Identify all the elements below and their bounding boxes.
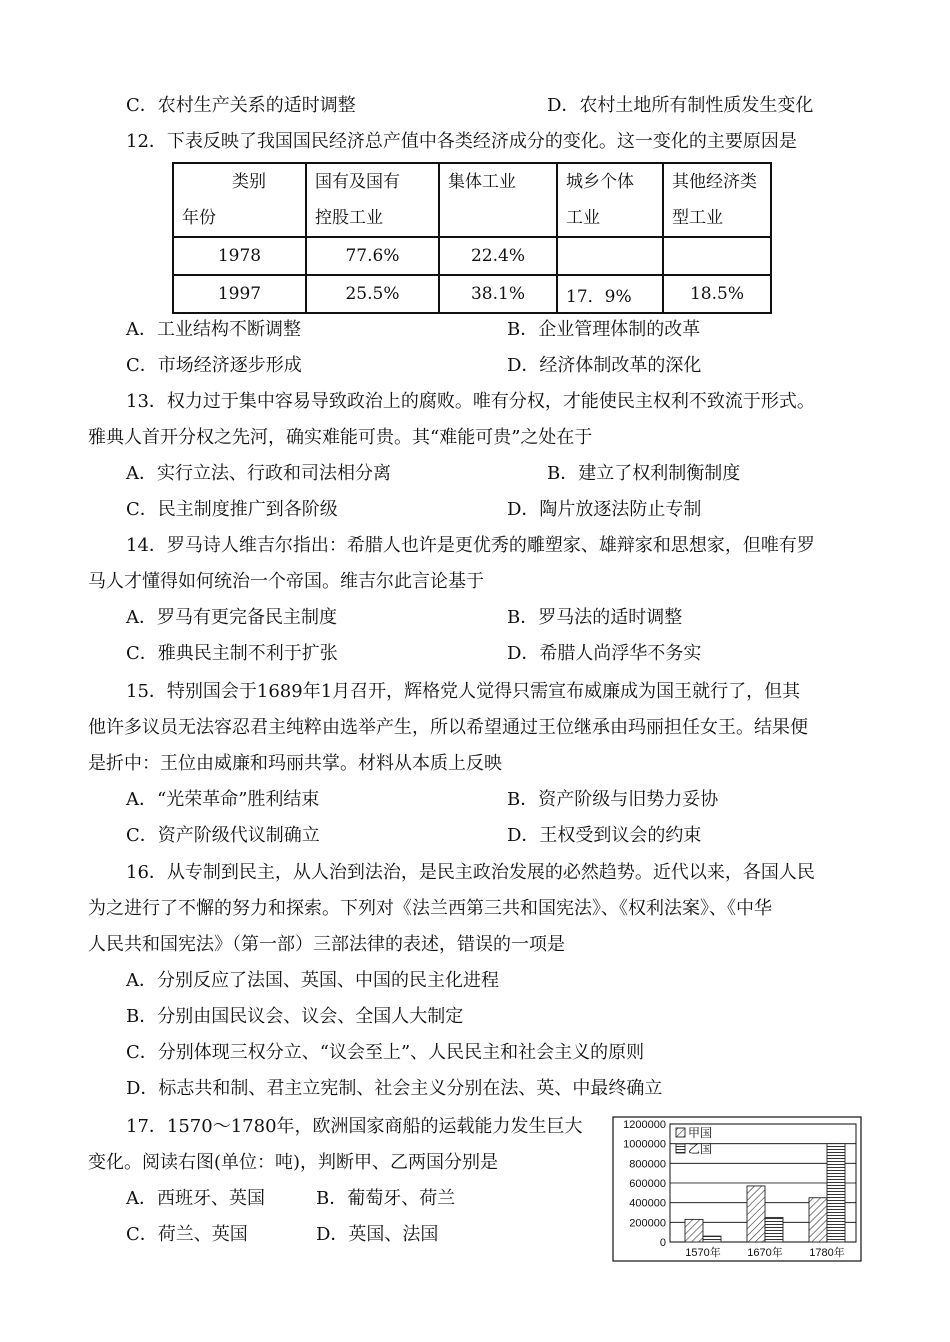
- q16-stem-line1: 16．从专制到民主，从人治到法治，是民主政治发展的必然趋势。近代以来，各国人民: [126, 862, 815, 883]
- table-cell-value: [557, 237, 663, 275]
- q17-option-b: B．葡萄牙、荷兰: [316, 1188, 456, 1209]
- y-tick-label: 600000: [629, 1178, 666, 1190]
- q14-option-c: C．雅典民主制不利于扩张: [126, 643, 338, 664]
- legend-label: 甲国: [688, 1126, 713, 1140]
- header-col4: [663, 163, 771, 237]
- header-col1: [306, 163, 439, 237]
- header-col4-line2: 型工业: [672, 208, 723, 228]
- q12-option-a: A．工业结构不断调整: [126, 319, 301, 340]
- q17-option-d: D．英国、法国: [316, 1224, 439, 1245]
- q16-option-b: B．分别由国民议会、议会、全国人大制定: [126, 1006, 464, 1027]
- q15-stem-line2: 他许多议员无法容忍君主纯粹由选举产生，所以希望通过王位继承由玛丽担任女王。结果便: [88, 717, 808, 738]
- legend-swatch: [676, 1144, 685, 1153]
- y-tick-label: 0: [659, 1237, 666, 1249]
- bar-yi: [827, 1144, 845, 1242]
- bar-yi: [703, 1236, 721, 1242]
- bar-jia: [809, 1198, 827, 1242]
- header-col4-line1: 其他经济类: [672, 172, 757, 192]
- header-col1-line2: 控股工业: [315, 208, 383, 228]
- q16-option-c: C．分别体现三权分立、“议会至上”、人民民主和社会主义的原则: [126, 1042, 645, 1063]
- x-tick-label: 1780年: [809, 1247, 845, 1259]
- q11-option-c: C．农村生产关系的适时调整: [126, 95, 356, 116]
- header-col2-line1: 集体工业: [448, 172, 516, 192]
- q14-option-a: A．罗马有更完备民主制度: [126, 607, 337, 628]
- q13-option-c: C．民主制度推广到各阶级: [126, 499, 338, 520]
- q15-option-a: A．“光荣革命”胜利结束: [126, 789, 320, 810]
- q13-stem-line1: 13．权力过于集中容易导致政治上的腐败。唯有分权，才能使民主权利不致流于形式。: [126, 391, 815, 412]
- q15-stem-line1: 15．特别国会于1689年1月召开，辉格党人觉得只需宣布威廉成为国王就行了，但其: [126, 681, 801, 702]
- table-cell-value: 77.6%: [306, 237, 439, 275]
- bar-jia: [747, 1186, 765, 1242]
- table-row: [173, 237, 771, 275]
- table-cell-year: 1997: [173, 275, 306, 313]
- q15-option-c: C．资产阶级代议制确立: [126, 825, 320, 846]
- q13-option-d: D．陶片放逐法防止专制: [507, 499, 702, 520]
- table-cell-value: 22.4%: [439, 237, 557, 275]
- q16-option-d: D．标志共和制、君主立宪制、社会主义分别在法、英、中最终确立: [126, 1078, 663, 1099]
- q17-stem-line1: 17．1570～1780年，欧洲国家商船的运载能力发生巨大: [126, 1116, 583, 1137]
- x-tick-label: 1670年: [747, 1247, 783, 1259]
- q14-option-d: D．希腊人尚浮华不务实: [507, 643, 702, 664]
- q13-option-a: A．实行立法、行政和司法相分离: [126, 463, 391, 484]
- q12-option-d: D．经济体制改革的深化: [507, 355, 702, 376]
- header-col2: [439, 163, 557, 237]
- y-tick-label: 1000000: [623, 1138, 666, 1151]
- y-tick-label: 800000: [629, 1158, 666, 1171]
- q14-option-b: B．罗马法的适时调整: [507, 607, 683, 628]
- header-col3: [557, 163, 663, 237]
- header-col3-line2: 工业: [566, 208, 600, 228]
- table-cell-value: 17．9%: [557, 275, 663, 313]
- q17-option-c: C．荷兰、英国: [126, 1224, 248, 1245]
- y-tick-label: 400000: [629, 1197, 666, 1210]
- q12-option-b: B．企业管理体制的改革: [507, 319, 701, 340]
- q13-stem-line2: 雅典人首开分权之先河，确实难能可贵。其“难能可贵”之处在于: [88, 427, 593, 448]
- legend-label: 乙国: [688, 1142, 713, 1156]
- economy-table: [172, 162, 772, 314]
- q16-stem-line3: 人民共和国宪法》（第一部）三部法律的表述，错误的一项是: [88, 934, 565, 955]
- q12-option-c: C．市场经济逐步形成: [126, 355, 302, 376]
- table-cell-value: 25.5%: [306, 275, 439, 313]
- q15-stem-line3: 是折中：王位由威廉和玛丽共掌。材料从本质上反映: [88, 753, 502, 774]
- header-col3-line1: 城乡个体: [566, 172, 634, 192]
- q15-option-d: D．王权受到议会的约束: [507, 825, 702, 846]
- table-cell-year: 1978: [173, 237, 306, 275]
- q15-option-b: B．资产阶级与旧势力妥协: [507, 789, 719, 810]
- table-cell-value: 38.1%: [439, 275, 557, 313]
- y-tick-label: 1200000: [623, 1119, 666, 1131]
- bar-yi: [765, 1217, 783, 1242]
- header-year-label: 年份: [182, 208, 216, 228]
- q14-stem-line2: 马人才懂得如何统治一个帝国。维吉尔此言论基于: [88, 571, 484, 592]
- y-tick-label: 200000: [629, 1217, 666, 1230]
- q13-option-b: B．建立了权利制衡制度: [547, 463, 741, 484]
- table-cell-value: [663, 237, 771, 275]
- q17-stem-line2: 变化。阅读右图(单位：吨)，判断甲、乙两国分别是: [88, 1152, 499, 1173]
- legend-swatch: [676, 1128, 685, 1137]
- q14-stem-line1: 14．罗马诗人维吉尔指出：希腊人也许是更优秀的雕塑家、雄辩家和思想家，但唯有罗: [126, 535, 815, 556]
- header-col1-line1: 国有及国有: [315, 172, 400, 192]
- q16-stem-line2: 为之进行了不懈的努力和探索。下列对《法兰西第三共和国宪法》、《权利法案》、《中华: [88, 898, 772, 919]
- tonnage-chart: [612, 1116, 862, 1262]
- header-category-label: 类别: [232, 172, 266, 192]
- q17-option-a: A．西班牙、英国: [126, 1188, 265, 1209]
- q16-option-a: A．分别反应了法国、英国、中国的民主化进程: [126, 970, 499, 991]
- x-tick-label: 1570年: [685, 1247, 721, 1259]
- header-corner: [173, 163, 306, 237]
- table-header-row: [173, 163, 771, 237]
- bar-jia: [685, 1219, 703, 1242]
- q11-option-d: D．农村土地所有制性质发生变化: [547, 95, 814, 116]
- table-row: [173, 275, 771, 313]
- q12-stem: 12．下表反映了我国国民经济总产值中各类经济成分的变化。这一变化的主要原因是: [126, 131, 797, 152]
- table-cell-value: 18.5%: [663, 275, 771, 313]
- tonnage-chart-svg: [612, 1116, 862, 1262]
